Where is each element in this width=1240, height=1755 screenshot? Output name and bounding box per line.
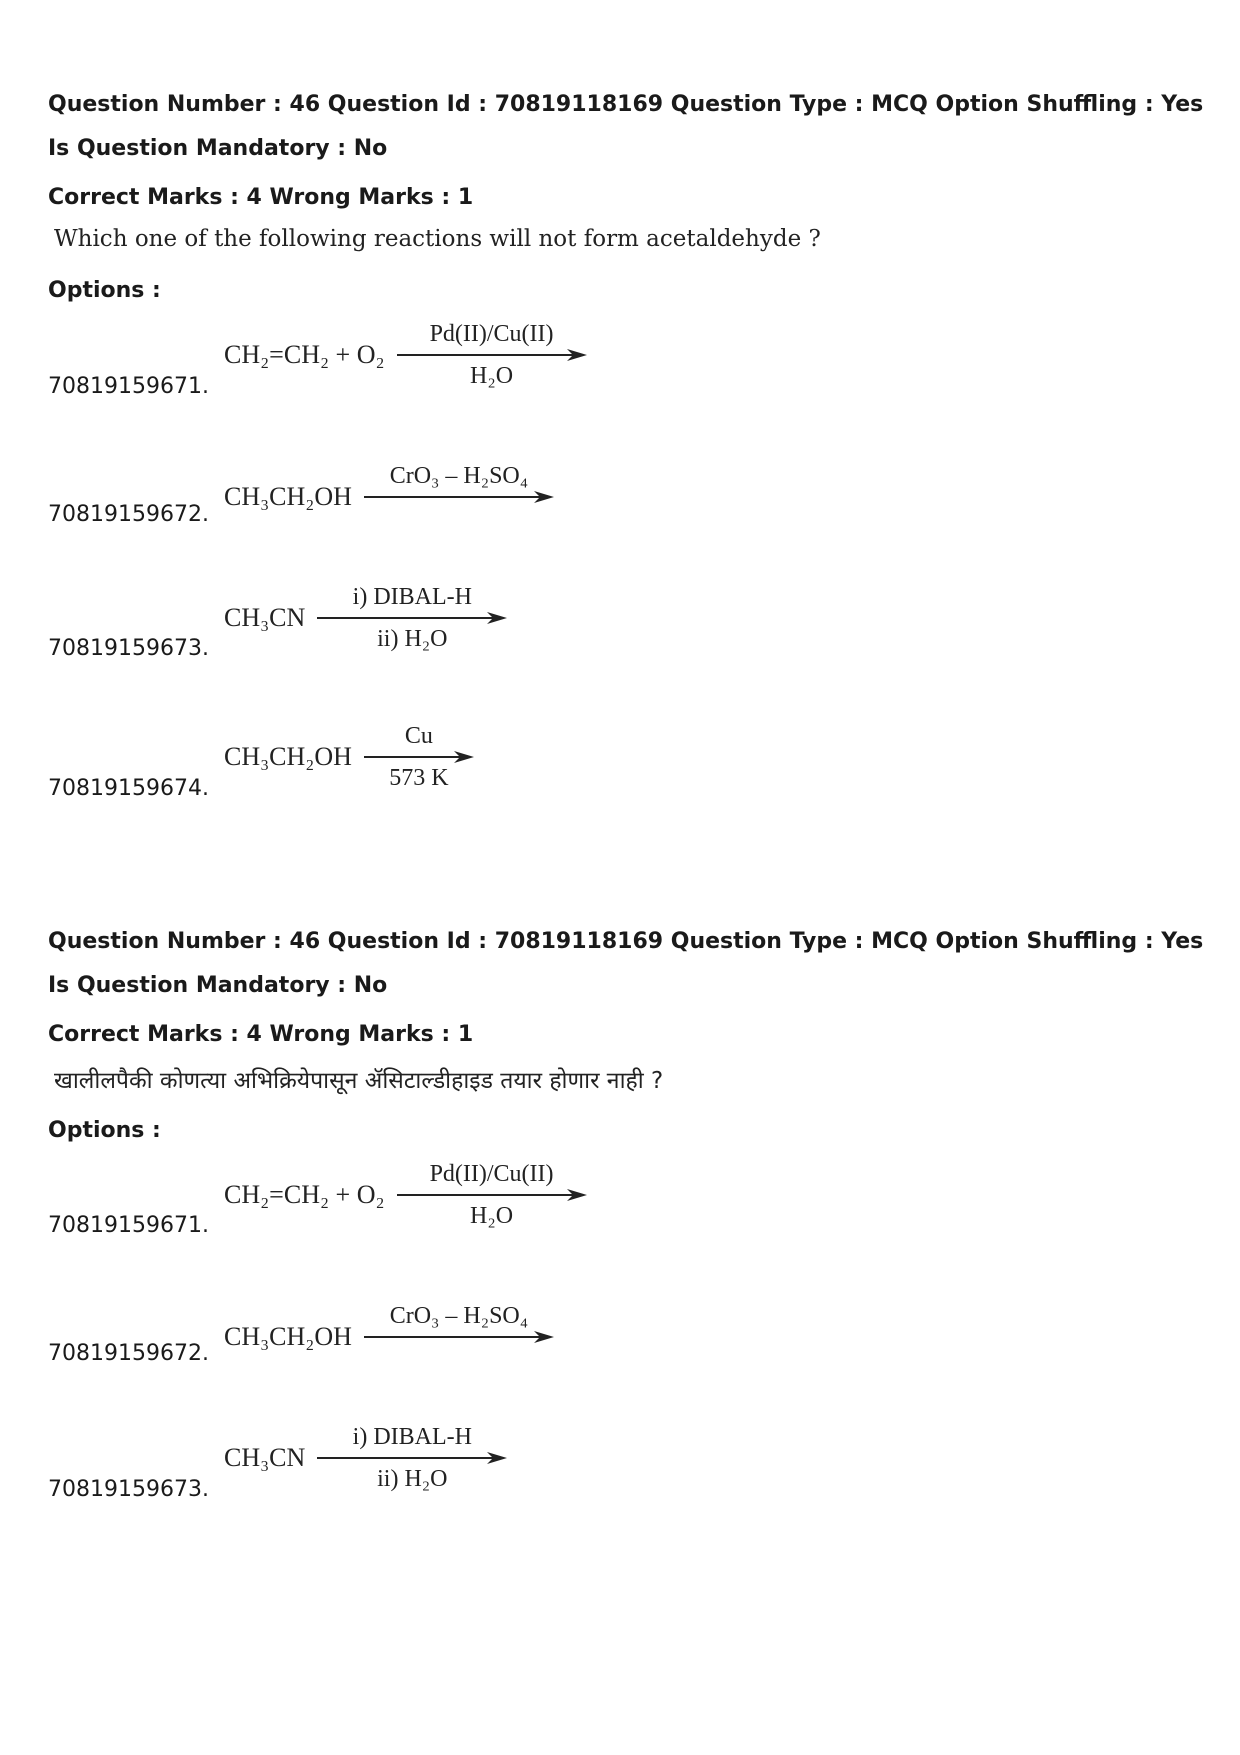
question-meta-line: Question Number : 46 Question Id : 70819118169 Question Type : MCQ Option Shuffling : Yes [48, 929, 1204, 954]
arrow-icon [397, 348, 587, 362]
reaction-equation [224, 1423, 507, 1493]
marks-line: Correct Marks : 4 Wrong Marks : 1 [48, 185, 474, 210]
option-id: 70819159674. [48, 776, 209, 801]
arrow-icon [317, 611, 507, 625]
options-label: Options : [48, 1118, 161, 1143]
reagent-above: Pd(II)/Cu(II) [429, 1161, 554, 1187]
arrow-icon [364, 1330, 554, 1344]
reagent-below: H₂O [470, 363, 514, 389]
arrow-icon [317, 1451, 507, 1465]
reactant: CH₂=CH₂ + O₂ [224, 340, 385, 369]
reagent-arrow [364, 722, 474, 792]
reactant: CH₃CN [224, 1443, 306, 1472]
reagent-arrow [397, 320, 587, 390]
reaction-equation [224, 1302, 554, 1372]
reagent-arrow [364, 462, 554, 532]
reagent-above: CrO₃ – H₂SO₄ [389, 463, 529, 489]
reaction-equation [224, 583, 507, 653]
options-label: Options : [48, 278, 161, 303]
reagent-above: i) DIBAL-H [352, 1424, 472, 1450]
reagent-below: 573 K [389, 765, 449, 791]
reactant: CH₃CN [224, 603, 306, 632]
reagent-above: Pd(II)/Cu(II) [429, 321, 554, 347]
reagent-arrow [364, 1302, 554, 1372]
option-id: 70819159673. [48, 1477, 209, 1502]
reagent-below: ii) H₂O [377, 1466, 448, 1492]
mandatory-line: Is Question Mandatory : No [48, 136, 388, 161]
reaction-equation [224, 320, 587, 390]
reagent-below: ii) H₂O [377, 626, 448, 652]
arrow-icon [364, 750, 474, 764]
option-id: 70819159671. [48, 1213, 209, 1238]
reactant: CH₃CH₂OH [224, 1322, 352, 1351]
reactant: CH₃CH₂OH [224, 482, 352, 511]
reagent-arrow [317, 1423, 507, 1493]
mandatory-line: Is Question Mandatory : No [48, 973, 388, 998]
reagent-above: Cu [404, 723, 433, 749]
reagent-arrow [397, 1160, 587, 1230]
option-id: 70819159673. [48, 636, 209, 661]
question-text: Which one of the following reactions will not form acetaldehyde ? [54, 226, 821, 252]
question-text: खालीलपैकी कोणत्या अभिक्रियेपासून ॲसिटाल्डीहाइड तयार होणार नाही ? [54, 1068, 664, 1094]
marks-line: Correct Marks : 4 Wrong Marks : 1 [48, 1022, 474, 1047]
reagent-above: CrO₃ – H₂SO₄ [389, 1303, 529, 1329]
option-id: 70819159671. [48, 374, 209, 399]
arrow-icon [364, 490, 554, 504]
reagent-below: H₂O [470, 1203, 514, 1229]
reagent-above: i) DIBAL-H [352, 584, 472, 610]
reagent-arrow [317, 583, 507, 653]
reaction-equation [224, 1160, 587, 1230]
arrow-icon [397, 1188, 587, 1202]
question-meta-line: Question Number : 46 Question Id : 70819118169 Question Type : MCQ Option Shuffling : Yes [48, 92, 1204, 117]
option-id: 70819159672. [48, 502, 209, 527]
reaction-equation [224, 462, 554, 532]
reactant: CH₃CH₂OH [224, 742, 352, 771]
option-id: 70819159672. [48, 1341, 209, 1366]
reactant: CH₂=CH₂ + O₂ [224, 1180, 385, 1209]
reaction-equation [224, 722, 474, 792]
